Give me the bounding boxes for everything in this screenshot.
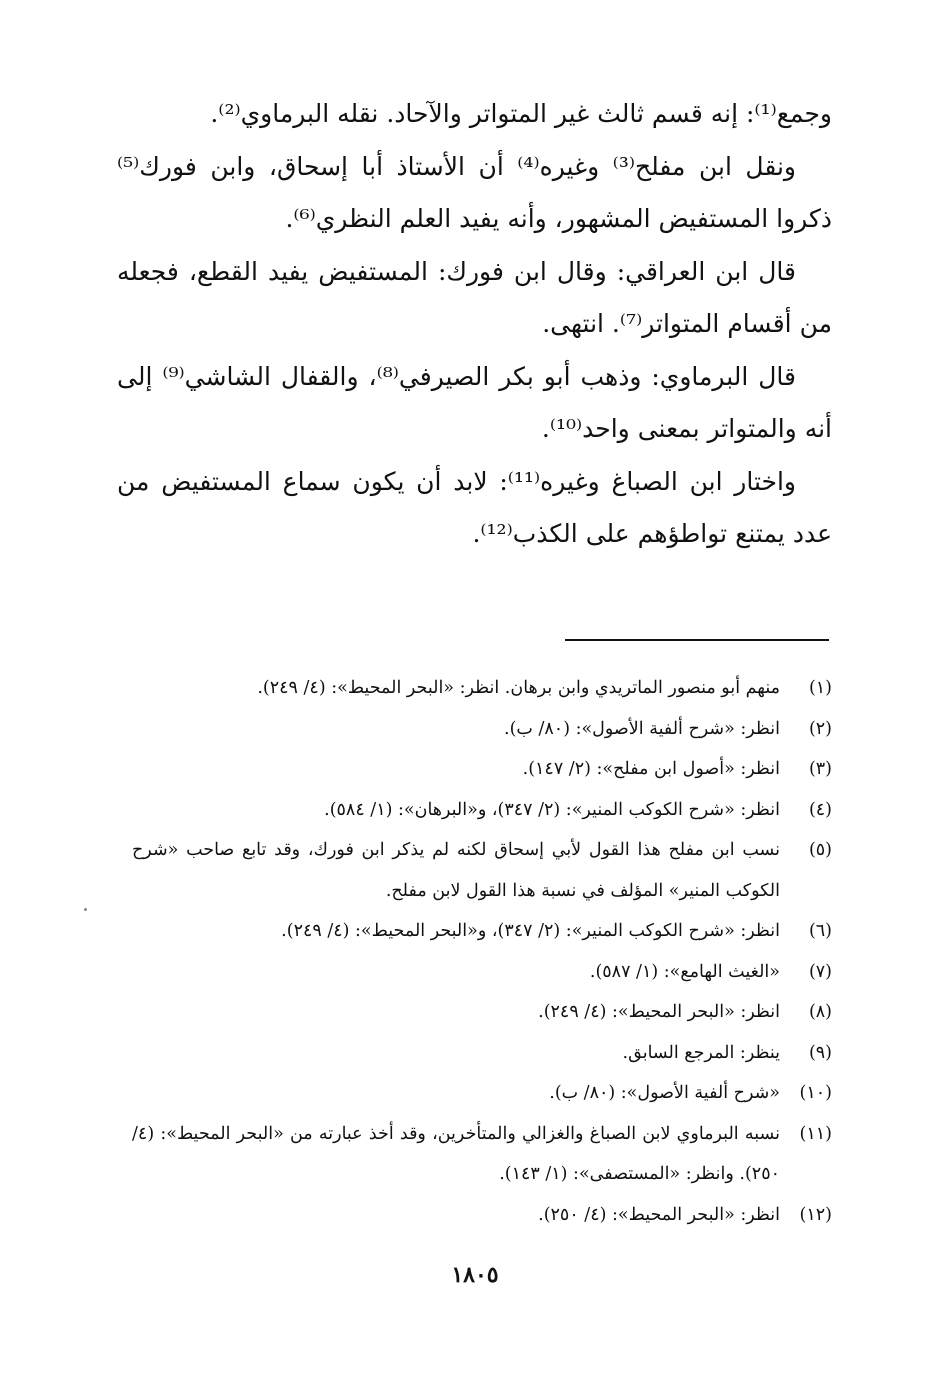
footnote-number: (٨) [808, 1002, 832, 1022]
footnote-number: (٧) [808, 961, 832, 982]
paragraph-2: ونقل ابن مفلح⁽³⁾ وغيره⁽⁴⁾ أن الأستاذ أبا إسحاق، وابن فورك⁽⁵⁾ ذكروا المستفيض المشهور، وأنه يفيد العلم النظري⁽⁶⁾. [117, 151, 832, 233]
footnote-text: نسبه البرماوي لابن الصباغ والغزالي والمتأخرين، وقد أخذ عبارته من «البحر المحيط»: (٤/ ٢٥٠). وانظر: «المستصفى»: (١/ ١٤٣). [132, 1123, 780, 1184]
scan-speck [84, 908, 87, 911]
paragraph-3: قال ابن العراقي: وقال ابن فورك: المستفيض يفيد القطع، فجعله من أقسام المتواتر⁽⁷⁾. انتهى. [117, 256, 832, 338]
footnote-10 [132, 1073, 832, 1114]
footnote-text: منهم أبو منصور الماتريدي وابن برهان. انظر: «البحر المحيط»: (٤/ ٢٤٩). [257, 678, 780, 698]
footnote-6 [132, 911, 832, 952]
footnote-2 [132, 709, 832, 750]
footnote-9 [132, 1033, 832, 1074]
footnote-text: «الغيث الهامع»: (١/ ٥٨٧). [589, 961, 780, 982]
footnote-text: ينظر: المرجع السابق. [622, 1042, 780, 1063]
footnote-7 [132, 952, 832, 993]
footnote-text: نسب ابن مفلح هذا القول لأبي إسحاق لكنه لم يذكر ابن فورك، وقد تابع صاحب «شرح الكوكب المنير» المؤلف في نسبة هذا القول لابن مفلح. [132, 840, 780, 901]
footnote-number: (١٠) [799, 1083, 832, 1103]
footnote-number: (٢) [808, 718, 832, 739]
footnote-12 [132, 1195, 832, 1236]
footnote-4 [132, 790, 832, 831]
footnote-text: انظر: «البحر المحيط»: (٤/ ٢٤٩). [538, 1002, 780, 1022]
footnotes-list [132, 668, 832, 1235]
footnote-text: انظر: «البحر المحيط»: (٤/ ٢٥٠). [538, 1204, 780, 1225]
footnote-number: (١) [808, 678, 832, 698]
footnote-5 [132, 830, 832, 911]
footnote-number: (٥) [808, 840, 832, 860]
footnote-number: (١١) [799, 1123, 832, 1144]
footnote-text: «شرح ألفية الأصول»: (٨٠/ ب). [549, 1083, 780, 1103]
footnote-number: (١٢) [799, 1204, 832, 1225]
footnote-text: انظر: «شرح الكوكب المنير»: (٢/ ٣٤٧)، و«البحر المحيط»: (٤/ ٢٤٩). [281, 921, 780, 941]
footnote-text: انظر: «شرح ألفية الأصول»: (٨٠/ ب). [504, 718, 780, 739]
footnote-number: (٤) [808, 799, 832, 820]
footnote-number: (٩) [808, 1042, 832, 1063]
page-number: ١٨٠٥ [451, 1262, 499, 1288]
footnote-text: انظر: «شرح الكوكب المنير»: (٢/ ٣٤٧)، و«البرهان»: (١/ ٥٨٤). [324, 799, 780, 820]
footnote-8 [132, 992, 832, 1033]
footnote-1 [132, 668, 832, 709]
main-text-body [117, 88, 832, 561]
footnote-11 [132, 1114, 832, 1195]
footnote-number: (٦) [808, 921, 832, 941]
footnote-text: انظر: «أصول ابن مفلح»: (٢/ ١٤٧). [522, 759, 780, 779]
footnote-divider [565, 639, 829, 641]
footnote-number: (٣) [808, 759, 832, 779]
paragraph-1: وجمع⁽¹⁾: إنه قسم ثالث غير المتواتر والآحاد. نقله البرماوي⁽²⁾. [210, 99, 832, 128]
paragraph-5: واختار ابن الصباغ وغيره⁽¹¹⁾: لابد أن يكون سماع المستفيض من عدد يمتنع تواطؤهم على الكذب⁽¹²⁾. [117, 466, 832, 548]
footnote-3 [132, 749, 832, 790]
paragraph-4: قال البرماوي: وذهب أبو بكر الصيرفي⁽⁸⁾، والقفال الشاشي⁽⁹⁾ إلى أنه والمتواتر بمعنى واحد⁽¹⁰⁾. [117, 361, 832, 443]
